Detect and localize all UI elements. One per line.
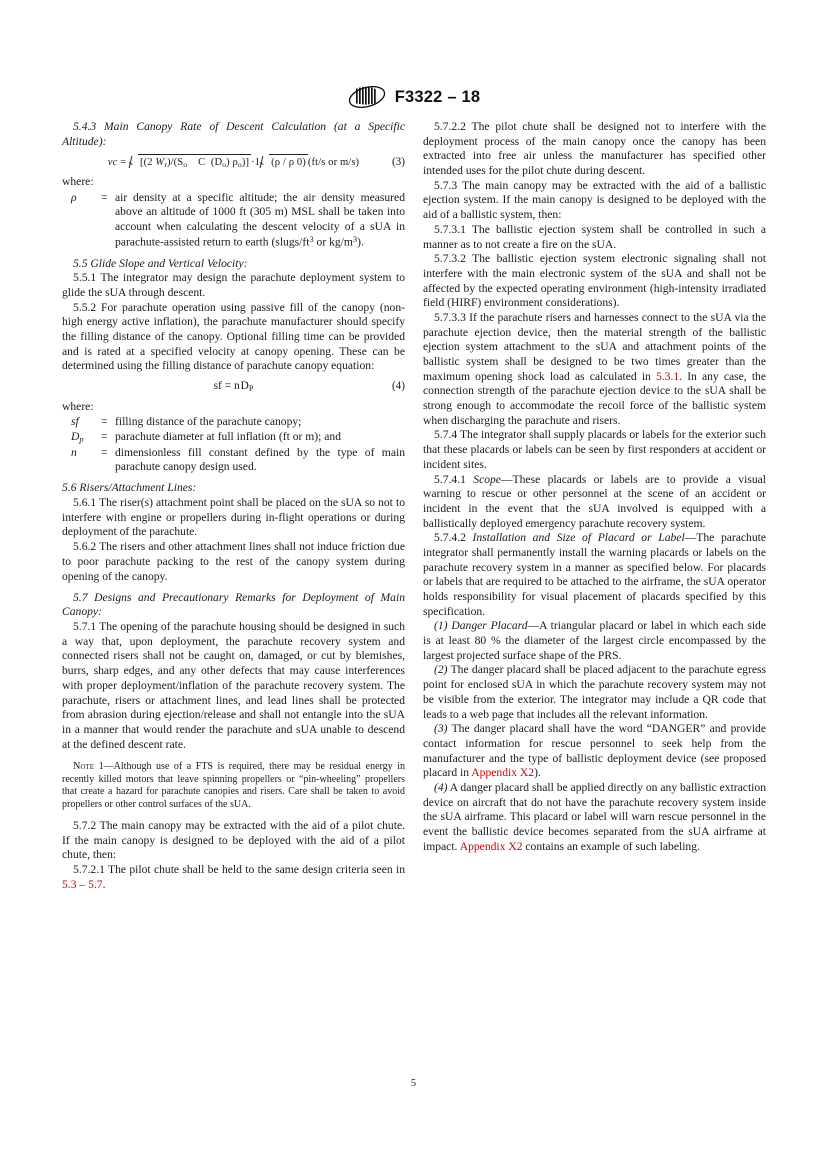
paragraph-5-5-2: 5.5.2 For parachute operation using passive fill of the canopy (non-high energy active inflation), the parachute manufacturer should specify the filling distance of the canopy. Optional filling time can be provided and is rated at a specified velocity at canopy opening. These can be determined using the filling distance of parachute canopy equation: [62,300,405,373]
heading-5-7: 5.7 Designs and Precautionary Remarks for Deployment of Main Canopy: [62,590,405,619]
paragraph-5-7-2-2: 5.7.2.2 The pilot chute shall be designed not to interfere with the deployment process of the main canopy once the canopy has been extracted into free air unless the manufacturer has specified other intended uses for the pilot chute during descent. [423,120,766,178]
definition-equals: = [101,445,108,459]
paragraph-5-7-3-3-pre: 5.7.3.3 If the parachute risers and harnesses connect to the sUA via the parachute ejection device, then the material strength of the ballistic ejection system attachment to the sUA and attachment points of the ballistic system shall be designed to be two times greater than the maximum opening shock load as calculated in [423,310,766,383]
note-text: —Although use of a FTS is required, there may be residual energy in recently killed motors that leave spinning propellers or “pin-wheeling” propellers that create a hazard for parachute canopies and risers. Care shall be taken to avoid propellers or other control surfaces of the sUA. [62,761,406,810]
equation-3-dot: ·1 [251,157,261,169]
paragraph-5-7-4-2-number: 5.7.4.2 [434,531,473,545]
equation-4-number: (4) [391,380,405,393]
definition-symbol: sf [71,415,79,429]
definition-row [62,446,405,475]
page-number: 5 [410,1078,417,1089]
page-header [0,84,827,110]
radical-outer: [(2 $W_r)/(S_o$ C $(D_o)$ $\rho_o$)] [129,154,251,169]
appendix-x2-link[interactable]: Appendix X2 [459,839,523,853]
list-item-4-number: (4) [434,780,448,794]
definition-description: filling distance of the parachute canopy; [115,415,302,429]
definition-symbol: ρ [71,190,77,204]
radical-inner: (ρ / ρ 0) [260,154,308,169]
list-item-4 [423,781,766,854]
paragraph-5-7-4-2 [423,531,766,619]
equation-3-units: (ft/s or m/s) [307,157,360,169]
definition-symbol: $D_p$ [71,429,84,444]
list-item-4-pre: A danger placard shall be applied directly on any ballistic extraction device on aircraft that do not have the parachute recovery system inside the sUA airframe. This placard or label will warn rescue personnel in the event the ballistic device becomes separated from the sUA airframe at impact. [423,780,766,853]
paragraph-5-7-4: 5.7.4 The integrator shall supply placards or labels for the exterior such that these placards or labels can be seen by first responders at accident or incident sites. [423,428,766,471]
paragraph-5-7-3-3 [423,311,766,429]
heading-5-4-3: 5.4.3 Main Canopy Rate of Descent Calculation (at a Specific Altitude): [62,120,405,148]
paragraph-5-7-1: 5.7.1 The opening of the parachute housing should be designed in such a way that, upon deployment, the parachute recovery system and connected risers shall not be caught on, damaged, or cut by blemishes, burrs, sharp edges, and any other defects that may cause interferences with proper deployment/inflation of the parachute recovery system. The parachute, risers or attachment lines, and lead lines shall be protected from abrasion during ejection/release and shall not entangle into the sUA in a manner that would render the parachute and sUA unable to descend at the defined descent rate. [62,620,405,751]
heading-5-6: 5.6 Risers/Attachment Lines: [62,481,197,495]
equation-3-lhs: vc = [107,157,127,169]
paragraph-5-7-2-1-pre: 5.7.2.1 The pilot chute shall be held to the same design criteria seen in [73,863,405,877]
left-column [62,120,405,893]
list-item-1-title: Danger Placard [447,619,528,633]
two-column-body [62,120,767,893]
list-item-4-post: contains an example of such labeling. [522,839,700,853]
right-column [423,120,766,893]
definition-description: air density at a specific altitude; the air density measured above an altitude of 1000 ft (305 m) MSL shall be taken into account when calculating the descent velocity of a sUA in parachute-assisted return to earth ($slugs/ft^3$ or $kg/m^3$). [115,190,405,249]
definition-equals: = [101,429,108,443]
paragraph-5-6-1: 5.6.1 The riser(s) attachment point shall be placed on the sUA so not to interfere with engine or propellers during in-flight operations or during deployment of the parachute. [62,496,405,539]
paragraph-5-7-2-1 [62,863,405,892]
paragraph-5-7-3-3-post: . In any case, the connection strength of the parachute ejection device to the sUA shall be strong enough to accommodate the recoil force of the ballistic system when discharging the parachute and risers. [423,369,766,427]
definition-description: parachute diameter at full inflation (ft or m); and [115,429,341,443]
where-label-1: where: [62,175,94,189]
definition-equals: = [101,190,108,204]
paragraph-5-7-3-1: 5.7.3.1 The ballistic ejection system shall be controlled in such a manner as to not create a fire on the sUA. [423,222,766,251]
cross-reference-link-5-3-5-7[interactable]: 5.3 – 5.7 [62,877,103,891]
list-item-1-body: —A triangular placard or label in which each side is at least 80 % the diameter of the largest circle encompassed by the largest projected surface shape of the PRS. [423,619,766,662]
paragraph-5-7-3-2: 5.7.3.2 The ballistic ejection system electronic signaling shall not interfere with the main electronic system of the sUA and shall not be affected by the expected operating environment (high-intensity irradiated field (HIRF) environment considerations). [423,252,766,310]
list-item-3-post: ). [534,766,541,780]
list-item-1-number: (1) [434,619,448,633]
paragraph-5-7-4-1-title: Scope [473,472,501,486]
list-item-1 [423,619,766,663]
paragraph-5-6-2: 5.6.2 The risers and other attachment lines shall not induce friction due to poor parachute packing to the rest of the canopy system during opening of the canopy. [62,540,405,583]
list-item-3-pre: The danger placard shall have the word “DANGER” and provide contact information for rescue personnel to seek help from the manufacturer and the type of ballistic deployment device (see proposed placard in [423,722,766,780]
heading-5-5: 5.5 Glide Slope and Vertical Velocity: [73,256,248,270]
paragraph-5-7-3: 5.7.3 The main canopy may be extracted with the aid of a ballistic ejection system. If the main canopy is designed to be deployed with the aid of a ballistic system, then: [423,178,766,222]
paragraph-5-7-4-2-body: —The parachute integrator shall permanently install the warning placards or labels on the parachute recovery system in a manner as specified below. For placards or labels that are required to be attached to the airframe, the sUA operator holds responsibility for visual placement of placards specified by this specification. [423,531,767,618]
list-item-2-body: The danger placard shall be placed adjacent to the parachute egress point for enclosed sUA in which the parachute recovery system may not be visible from the exterior. The integrator may include a QR code that leads to a web page that includes all the relevant information. [423,663,766,721]
equation-4 [62,379,405,394]
list-item-3 [423,722,766,781]
standard-designation: F3322 – 18 [394,87,481,106]
where-label-2: where: [62,399,94,413]
cross-reference-link-5-3-1[interactable]: 5.3.1 [655,369,680,383]
equation-3-number: (3) [391,155,405,168]
list-item-3-number: (3) [434,722,448,736]
paragraph-5-7-4-1 [423,473,766,532]
definition-row [62,430,405,446]
list-item-2 [423,663,766,722]
paragraph-5-7-4-1-body: —These placards or labels are to provide a visual warning to rescue or other personnel at the scene of an accident or incident in the event that the sUA involved is equipped with a ballistically deployed emergency parachute recovery system. [423,472,767,530]
definition-description: dimensionless fill constant defined by the type of main parachute canopy design used. [115,445,405,474]
definition-equals: = [101,415,108,429]
paragraph-5-5-1: 5.5.1 The integrator may design the parachute deployment system to glide the sUA through descent. [62,271,405,300]
definition-symbol: n [71,445,77,459]
equation-4-body: sf = n $D_P$ [213,380,254,394]
paragraph-5-7-4-1-number: 5.7.4.1 [434,472,474,486]
note-1 [62,761,405,811]
paragraph-5-7-2: 5.7.2 The main canopy may be extracted with the aid of a pilot chute. If the main canopy is designed to be deployed with the aid of a pilot chute, then: [62,819,405,862]
appendix-x2-link[interactable]: Appendix X2 [471,766,535,780]
definition-row [62,191,405,250]
equation-3 [62,154,405,170]
definition-row [62,415,405,430]
paragraph-5-7-4-2-title: Installation and Size of Placard or Label [472,531,685,545]
definition-list-2 [62,415,405,475]
astm-logo [347,84,387,110]
definition-list-1 [62,191,405,250]
list-item-2-number: (2) [434,663,448,677]
note-label: Note 1 [73,761,104,773]
paragraph-5-7-2-1-post: . [102,877,106,891]
